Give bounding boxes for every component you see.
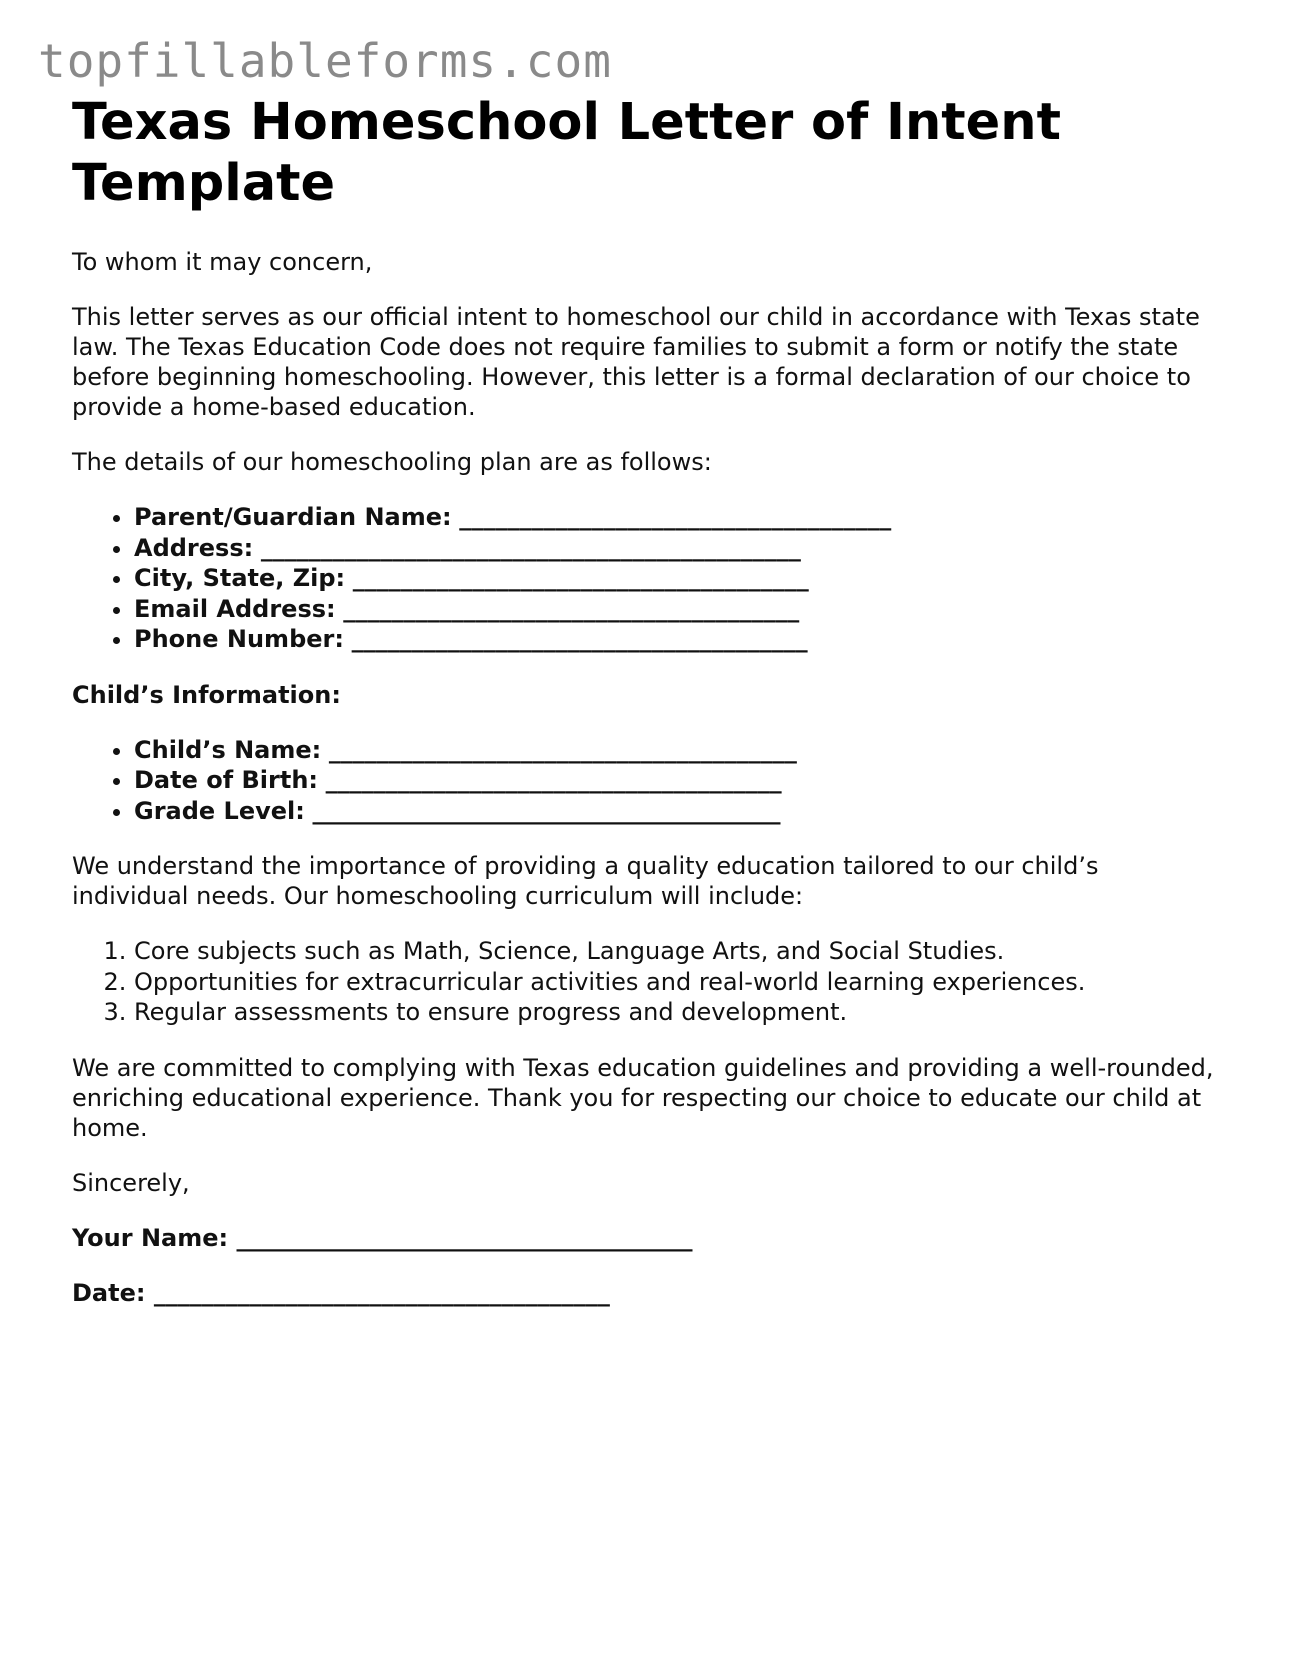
- field-label: Date of Birth:: [134, 766, 319, 794]
- curriculum-intro: We understand the importance of providing a quality education tailored to our child’s individual needs. Our homeschooling curriculum will include:: [72, 852, 1099, 910]
- watermark: topfillableforms.com: [38, 34, 612, 88]
- signoff: Sincerely,: [72, 1168, 190, 1197]
- field-label: Child’s Name:: [134, 735, 322, 764]
- parent-fields-list: [72, 502, 1222, 655]
- closing-paragraph: We are committed to complying with Texas education guidelines and providing a well-rounded, enriching educational experience. Thank you for respecting our choice to educate our child at home.: [72, 1053, 1214, 1142]
- page-title: Texas Homeschool Letter of Intent Template: [72, 93, 1061, 213]
- date-line: [72, 1278, 1222, 1308]
- curriculum-item: 3. Regular assessments to ensure progress and development.: [134, 997, 1222, 1028]
- field-label: Grade Level:: [134, 796, 305, 825]
- field-blank[interactable]: _______________________________________: [328, 735, 797, 764]
- curriculum-item: 1. Core subjects such as Math, Science, Language Arts, and Social Studies.: [134, 936, 1222, 967]
- child-info-heading: Child’s Information:: [72, 680, 341, 709]
- field-blank[interactable]: ____________________________________: [459, 503, 892, 531]
- curriculum-item: 2. Opportunities for extracurricular activities and real-world learning experiences.: [134, 967, 1222, 998]
- field-child-name: [134, 735, 1222, 766]
- field-blank[interactable]: ______________________________________: [352, 564, 809, 592]
- details-intro: The details of our homeschooling plan are as follows:: [72, 448, 712, 476]
- field-parent-name: [134, 502, 1222, 533]
- field-blank[interactable]: ______________________________________: [343, 594, 800, 623]
- field-label: Phone Number:: [134, 625, 344, 653]
- field-label: Parent/Guardian Name:: [134, 503, 452, 531]
- date-blank[interactable]: ______________________________________: [153, 1278, 610, 1307]
- field-blank[interactable]: _______________________________________: [312, 796, 781, 825]
- date-label: Date:: [72, 1278, 146, 1307]
- field-city-state-zip: [134, 563, 1222, 594]
- field-date-of-birth: [134, 765, 1222, 796]
- field-phone: [134, 624, 1222, 655]
- field-address: [134, 533, 1222, 564]
- field-label: Address:: [134, 533, 254, 562]
- field-blank[interactable]: _____________________________________________: [260, 533, 801, 562]
- child-fields-list: [72, 735, 1222, 827]
- intro-paragraph: This letter serves as our official intent to homeschool our child in accordance with Texas state law. The Texas Education Code does not require families to submit a form or notify the state before beginning homeschooling. However, this letter is a formal declaration of our choice to provide a home-based education.: [72, 303, 1200, 421]
- field-label: Email Address:: [134, 594, 336, 623]
- field-blank[interactable]: ______________________________________: [351, 625, 808, 653]
- your-name-line: [72, 1223, 1222, 1253]
- field-blank[interactable]: ______________________________________: [325, 766, 782, 794]
- curriculum-list: [72, 936, 1222, 1028]
- letter-body: [72, 92, 1222, 1333]
- field-grade-level: [134, 796, 1222, 827]
- salutation: To whom it may concern,: [72, 248, 373, 276]
- your-name-label: Your Name:: [72, 1223, 229, 1252]
- field-email: [134, 594, 1222, 625]
- field-label: City, State, Zip:: [134, 564, 346, 592]
- your-name-blank[interactable]: ______________________________________: [236, 1223, 693, 1252]
